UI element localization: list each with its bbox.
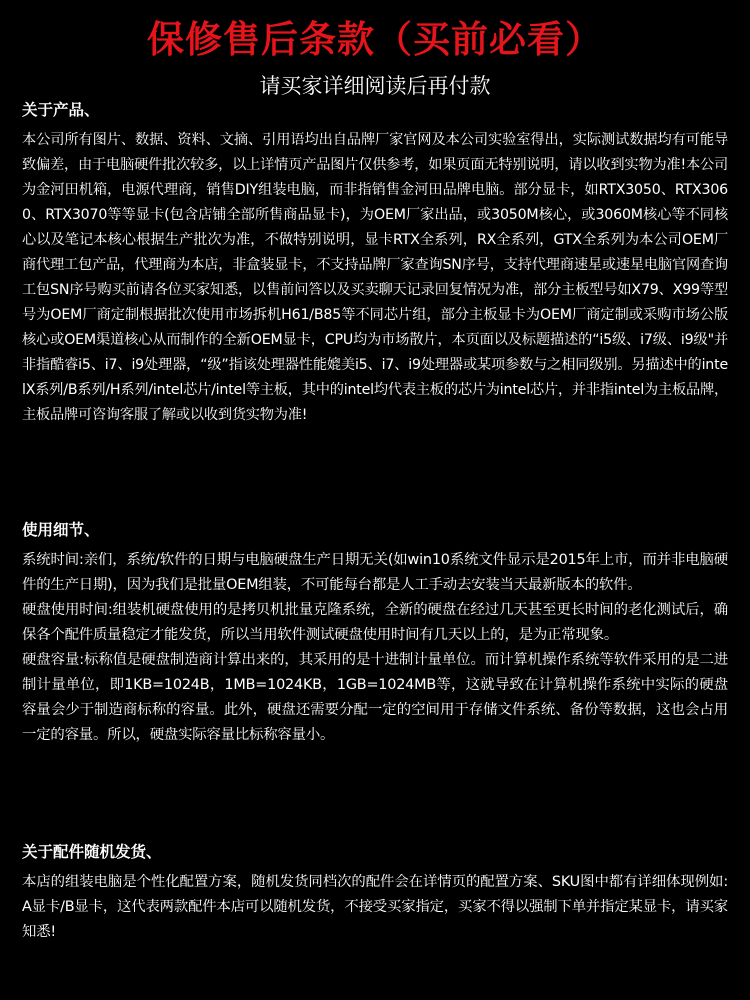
section-heading-random-shipping: 关于配件随机发货、 — [22, 843, 162, 861]
system-time-paragraph: 系统时间:亲们，系统/软件的日期与电脑硬盘生产日期无关(如win10系统文件显示是2015年上市，而并非电脑硬件的生产日期)，因为我们是批量OEM组装，不可能每台都是人工手动去安装当天最新版本的软件。 — [22, 552, 728, 593]
page-subtitle: 请买家详细阅读后再付款 — [259, 74, 491, 98]
product-paragraph: 本公司所有图片、数据、资料、文摘、引用语均出自品牌厂家官网及本公司实验室得出，实际测试数据均有可能导致偏差，由于电脑硬件批次较多，以上详情页产品图片仅供参考，如果页面无特别说明，请以收到实物为准!本公司为金河田机箱，电源代理商，销售DIY组装电脑，而非指销售金河田品牌电脑。部分显卡，如RTX3050、RTX3060、RTX3070等等显卡(包含店铺全部所售商品显卡)，为OEM厂家出品，或3050M核心，或3060M核心等不同核心以及笔记本核心根据生产批次为准，不做特别说明，显卡RTX全系列，RX全系列，GTX全系列为本公司OEM厂商代理工包产品，代理商为本店，非盒装显卡，不支持品牌厂家查询SN序号，支持代理商速星或速星电脑官网查询工包SN序号购买前请各位买家知悉，以售前问答以及买卖聊天记录回复情况为准，部分主板型号如X79、X99等型号为OEM厂商定制根据批次使用市场拆机H61/B85等不同芯片组，部分主板显卡为OEM厂商定制或采购市场公版核心或OEM渠道核心从而制作的全新OEM显卡，CPU均为市场散片，本页面以及标题描述的“i5级、i7级、i9级"并非指酷睿i5、i7、i9处理器，“级”指该处理器性能媲美i5、i7、i9处理器或某项参数与之相同级别。另描述中的intelX系列/B系列/H系列/intel芯片/intel等主板，其中的intel均代表主板的芯片为intel芯片，并非指intel为主板品牌，主板品牌可咨询客服了解或以收到货实物为准! — [22, 132, 728, 423]
section-usage-details — [22, 518, 728, 748]
section-about-product — [22, 98, 728, 428]
section-random-shipping — [22, 840, 728, 945]
random-shipping-paragraph: 本店的组装电脑是个性化配置方案，随机发货同档次的配件会在详情页的配置方案、SKU图中都有详细体现例如:A显卡/B显卡，这代表两款配件本店可以随机发货，不接受买家指定，买家不得以强制下单并指定某显卡，请买家知悉! — [22, 874, 728, 940]
section-heading-usage-details: 使用细节、 — [22, 521, 100, 539]
section-heading-about-product: 关于产品、 — [22, 101, 100, 119]
disk-capacity-paragraph: 硬盘容量:标称值是硬盘制造商计算出来的，其采用的是十进制计量单位。而计算机操作系统等软件采用的是二进制计量单位，即1KB=1024B，1MB=1024KB，1GB=1024MB等，这就导致在计算机操作系统中实际的硬盘容量会少于制造商标称的容量。此外，硬盘还需要分配一定的空间用于存储文件系统、备份等数据，这也会占用一定的容量。所以，硬盘实际容量比标称容量小。 — [22, 652, 728, 743]
page-title: 保修售后条款（买前必看） — [147, 18, 603, 61]
disk-usage-time-paragraph: 硬盘使用时间:组装机硬盘使用的是拷贝机批量克隆系统，全新的硬盘在经过几天甚至更长时间的老化测试后，确保各个配件质量稳定才能发货，所以当用软件测试硬盘使用时间有几天以上的，是为正常现象。 — [22, 602, 728, 643]
